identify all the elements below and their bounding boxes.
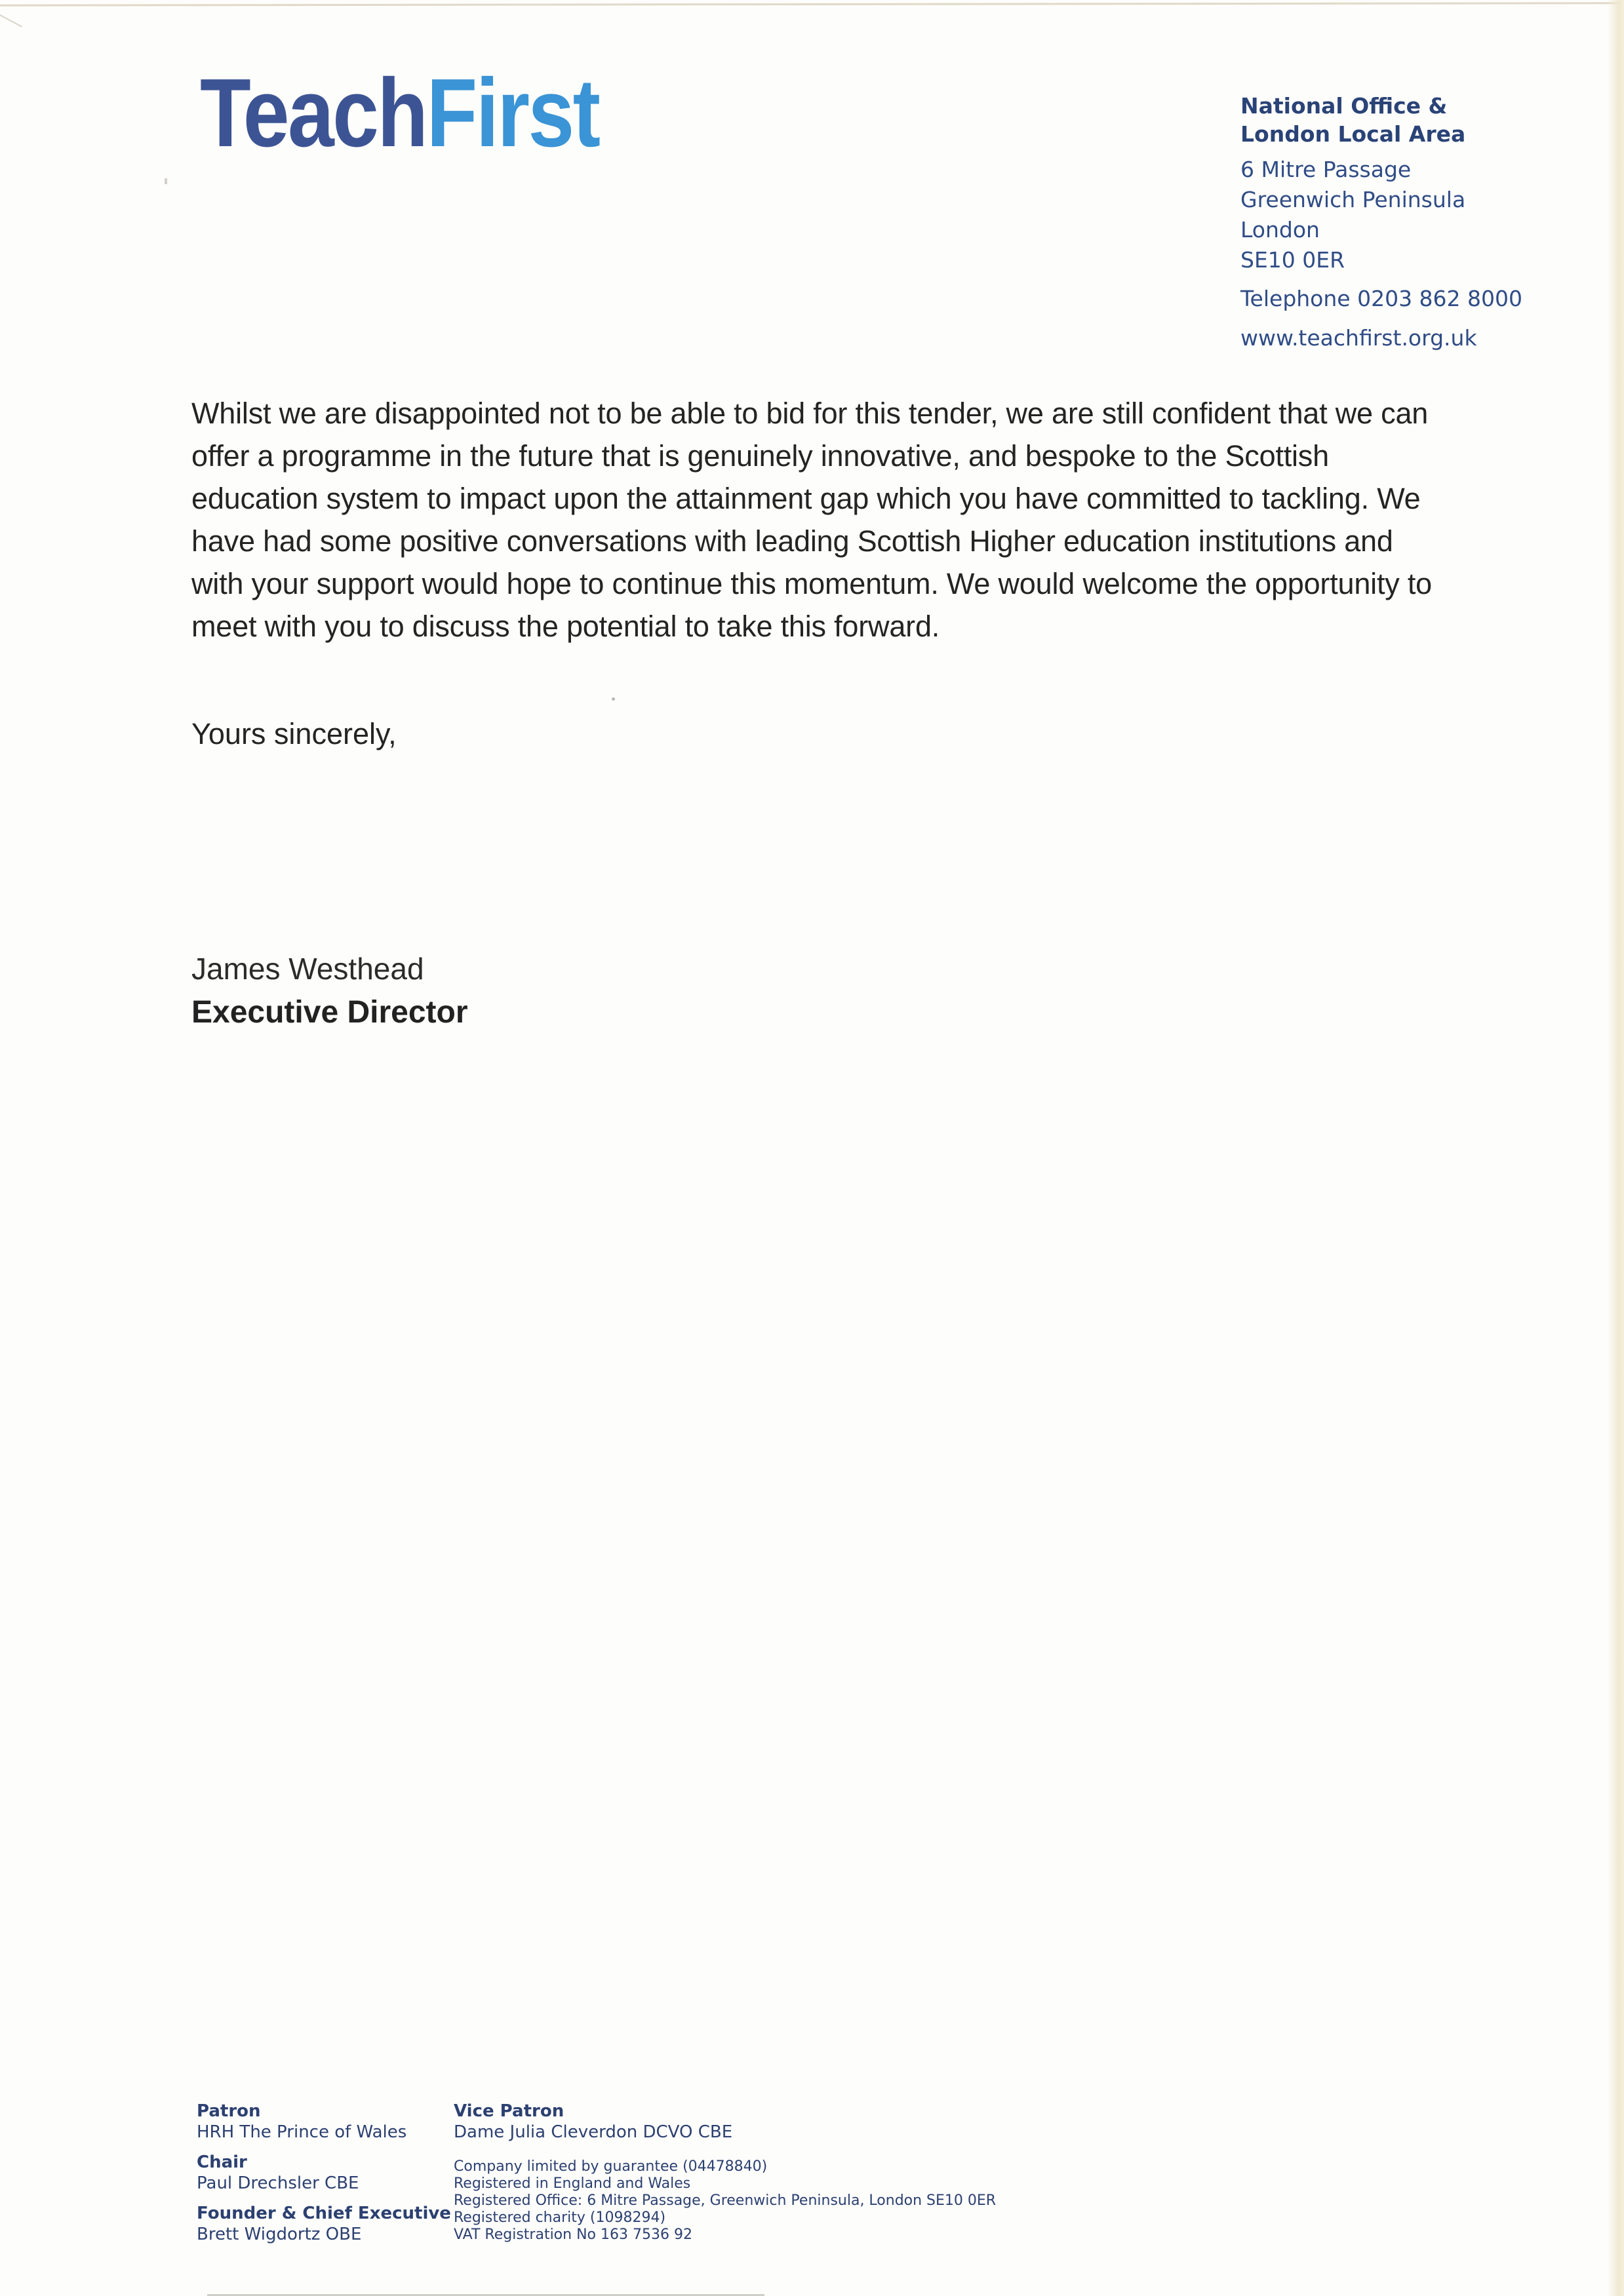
telephone-line: Telephone 0203 862 8000 [1240, 286, 1523, 311]
scan-speck [165, 178, 167, 184]
paragraph-line: meet with you to discuss the potential to take this forward. [191, 610, 940, 643]
letter-body-paragraph [191, 392, 1432, 648]
postal-address [1240, 155, 1522, 275]
letterhead-address-block [1240, 92, 1522, 353]
paragraph-line: offer a programme in the future that is genuinely innovative, and bespoke to the Scottish [191, 439, 1329, 473]
company-registration-block [454, 2158, 996, 2244]
paragraph-line: with your support would hope to continue this momentum. We would welcome the opportunity to [191, 567, 1432, 600]
teachfirst-logo [200, 59, 599, 167]
scan-edge-top [0, 2, 1624, 6]
scan-edge-right [1607, 0, 1624, 2296]
office-title-line: National Office & [1240, 93, 1448, 119]
scan-speck [612, 697, 615, 701]
address-line: 6 Mitre Passage [1240, 157, 1412, 182]
footer-role: Patron [197, 2101, 261, 2121]
footer-role: Founder & Chief Executive [197, 2204, 451, 2223]
footer-registration-column [454, 2101, 996, 2244]
footer-name: Brett Wigdortz OBE [197, 2225, 362, 2244]
logo-teach-text: Teach [200, 59, 427, 167]
registration-line: Registered charity (1098294) [454, 2209, 666, 2226]
signatory-title: Executive Director [191, 995, 468, 1030]
paragraph-line: education system to impact upon the attainment gap which you have committed to tackling. We [191, 482, 1421, 515]
registration-line: Registered in England and Wales [454, 2175, 691, 2192]
scan-corner-mark [0, 13, 22, 27]
footer-patrons-column [197, 2101, 451, 2254]
website-line: www.teachfirst.org.uk [1240, 325, 1477, 351]
address-line: London [1240, 217, 1320, 243]
paragraph-line: Whilst we are disappointed not to be able to bid for this tender, we are still confident that we can [191, 397, 1429, 430]
address-line: Greenwich Peninsula [1240, 187, 1466, 212]
logo-first-text: First [426, 59, 599, 167]
registration-line: VAT Registration No 163 7536 92 [454, 2227, 692, 2243]
footer-role: Chair [197, 2152, 247, 2172]
registration-line: Company limited by guarantee (04478840) [454, 2158, 768, 2175]
footer-entry [197, 2101, 451, 2143]
footer-entry [197, 2152, 451, 2194]
footer-role: Vice Patron [454, 2101, 564, 2121]
footer-entry [197, 2203, 451, 2245]
registration-line: Registered Office: 6 Mitre Passage, Greenwich Peninsula, London SE10 0ER [454, 2192, 997, 2209]
footer-name: HRH The Prince of Wales [197, 2122, 407, 2142]
office-title-line: London Local Area [1240, 121, 1466, 147]
signatory-name: James Westhead [191, 952, 424, 986]
paragraph-line: have had some positive conversations with leading Scottish Higher education institutions and [191, 524, 1393, 558]
footer-name: Dame Julia Cleverdon DCVO CBE [454, 2122, 733, 2142]
address-line: SE10 0ER [1240, 247, 1345, 273]
footer-name: Paul Drechsler CBE [197, 2173, 359, 2193]
valediction: Yours sincerely, [191, 717, 397, 750]
